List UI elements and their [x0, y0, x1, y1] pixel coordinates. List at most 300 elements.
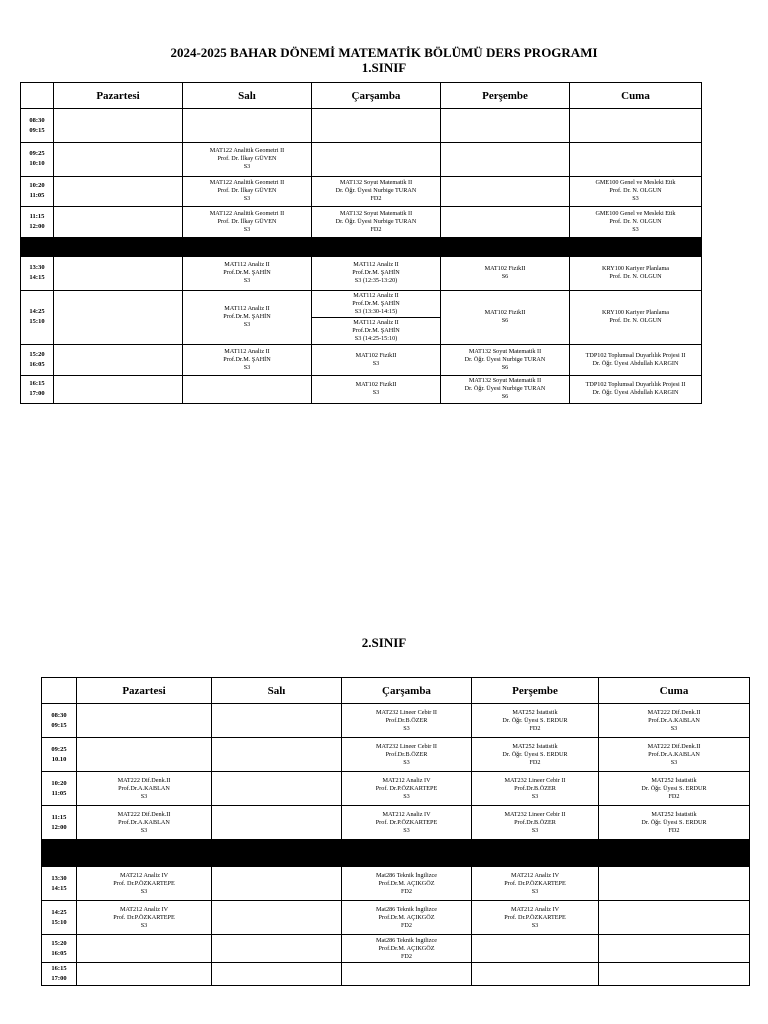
course-line: MAT122 Analitik Geometri II	[209, 179, 285, 187]
course-entry	[472, 709, 598, 733]
course-cell	[312, 290, 441, 345]
course-entry	[183, 147, 311, 171]
empty-cell	[570, 109, 702, 142]
break-cell	[472, 840, 599, 867]
day-header: Cuma	[570, 83, 702, 109]
course-line: Dr. Öğr. Üyesi Nurbige TURAN	[464, 385, 546, 393]
course-line: Prof. Dr. İlkay GÜVEN	[217, 187, 277, 195]
time-cell	[42, 738, 77, 772]
course-cell	[342, 901, 472, 935]
course-entry	[472, 906, 598, 930]
course-cell	[77, 772, 212, 806]
course-line: FD2	[370, 225, 382, 233]
empty-cell	[472, 935, 599, 963]
time-cell	[21, 109, 54, 142]
course-line: MAT112 Analiz II	[224, 305, 270, 313]
time-slot-row	[21, 206, 702, 237]
empty-cell	[54, 375, 183, 403]
course-cell	[77, 806, 212, 840]
course-cell	[342, 772, 472, 806]
course-line: S3	[403, 792, 410, 800]
time-slot-row	[42, 704, 750, 738]
course-entry	[77, 872, 211, 896]
time-label: 10:10	[29, 160, 45, 168]
time-label: 08:30	[29, 116, 45, 124]
course-cell	[441, 375, 570, 403]
course-line: S3 (13:30-14:15)	[354, 307, 398, 315]
course-line: FD2	[400, 952, 412, 960]
course-line: Prof. Dr.P.ÖZKARTEPE	[113, 913, 175, 921]
time-label: 15:20	[29, 350, 45, 358]
course-cell	[342, 806, 472, 840]
course-line: MAT252 İstatistik	[651, 776, 697, 784]
course-cell	[77, 867, 212, 901]
course-line: S3	[531, 826, 539, 834]
time-cell	[42, 963, 77, 986]
course-cell	[312, 345, 441, 375]
course-line: Prof. Dr. İlkay GÜVEN	[217, 217, 277, 225]
empty-cell	[312, 109, 441, 142]
course-line: Prof. Dr.P.ÖZKARTEPE	[504, 913, 566, 921]
course-entry	[183, 305, 311, 329]
course-line: MAT222 Dif.Denk.II	[647, 742, 701, 750]
page-title: 2024-2025 BAHAR DÖNEMİ MATEMATİK BÖLÜMÜ DERS PROGRAMI	[170, 45, 598, 60]
time-label: 15:20	[51, 939, 67, 947]
course-line: MAT122 Analitik Geometri II	[209, 209, 285, 217]
course-line: MAT212 Analiz IV	[510, 905, 560, 913]
course-line: MAT102 FizikII	[355, 381, 397, 389]
course-line: Prof.Dr.M. AÇIKGÖZ	[378, 944, 435, 952]
time-slot-row	[42, 738, 750, 772]
course-line: Prof.Dr.B.ÖZER	[514, 784, 556, 792]
course-cell	[342, 867, 472, 901]
course-line: Prof.Dr.B.ÖZER	[514, 818, 556, 826]
course-line: MAT112 Analiz II	[224, 261, 270, 269]
time-label: 10.10	[51, 755, 67, 763]
day-header: Salı	[212, 678, 342, 704]
time-cell	[21, 375, 54, 403]
course-line: S3	[243, 195, 251, 203]
course-line: FD2	[668, 826, 680, 834]
empty-cell	[54, 257, 183, 290]
time-label: 14:25	[29, 308, 45, 316]
break-cell	[312, 237, 441, 256]
empty-cell	[77, 704, 212, 738]
time-label: 16:15	[51, 965, 67, 972]
course-line: Mat286 Teknik İngilizce	[376, 905, 437, 913]
course-line: TDP102 Toplumsal Duyarlılık Projesi II	[585, 351, 686, 359]
course-line: S3	[670, 724, 678, 732]
course-line: S3	[403, 724, 410, 732]
course-line: Prof.Dr.B.ÖZER	[385, 716, 428, 724]
course-line: Dr. Öğr. Üyesi S. ERDUR	[641, 784, 707, 792]
course-line: S3	[243, 163, 251, 171]
course-entry	[599, 743, 749, 767]
course-line: Prof.Dr.M. ŞAHİN	[352, 269, 400, 277]
course-line: FD2	[668, 792, 680, 800]
break-cell	[42, 840, 77, 867]
course-line: S3	[140, 887, 148, 895]
empty-cell	[441, 206, 570, 237]
course-line: S3	[243, 277, 251, 285]
time-label: 17:00	[29, 390, 45, 398]
course-entry	[599, 709, 749, 733]
course-line: S6	[501, 273, 509, 281]
time-cell	[42, 867, 77, 901]
course-entry	[570, 265, 701, 281]
header-row	[42, 678, 750, 704]
course-line: S3	[403, 758, 410, 766]
course-line: Dr. Öğr. Üyesi S. ERDUR	[502, 716, 568, 724]
course-entry	[312, 210, 440, 234]
empty-cell	[212, 963, 342, 986]
day-header: Cuma	[599, 678, 750, 704]
course-cell	[441, 290, 570, 345]
break-cell	[599, 840, 750, 867]
course-line: S3	[243, 225, 251, 233]
time-slot-row	[21, 290, 702, 345]
course-line: MAT132 Soyut Matematik II	[339, 179, 413, 187]
course-entry	[312, 381, 440, 397]
time-slot-row	[42, 806, 750, 840]
course-line: Prof. Dr. N. OLGUN	[609, 187, 662, 195]
time-label: 14:15	[29, 274, 45, 282]
course-entry	[312, 352, 440, 368]
course-line: Mat286 Teknik İngilizce	[376, 936, 437, 944]
course-line: MAT232 Lineer Cebir II	[376, 742, 437, 750]
empty-cell	[212, 901, 342, 935]
empty-cell	[312, 142, 441, 176]
course-entry	[77, 906, 211, 930]
empty-cell	[183, 109, 312, 142]
class2-schedule-table	[41, 677, 750, 986]
course-line: Prof.Dr.M. ŞAHİN	[223, 355, 271, 363]
course-cell	[183, 206, 312, 237]
time-label: 09:25	[51, 745, 67, 753]
course-line: S3	[140, 792, 148, 800]
class2-title: 2.SINIF	[361, 635, 407, 650]
course-line: Prof. Dr.P.ÖZKARTEPE	[375, 818, 438, 826]
class1-schedule-table	[20, 82, 702, 404]
course-cell	[183, 177, 312, 206]
time-cell	[21, 257, 54, 290]
empty-cell	[599, 901, 750, 935]
course-line: MAT132 Soyut Matematik II	[468, 347, 542, 355]
course-line: Dr. Öğr. Üyesi Nurbige TURAN	[335, 187, 417, 195]
course-line: MAT222 Dif.Denk.II	[117, 810, 171, 818]
time-slot-row	[21, 109, 702, 142]
course-line: Prof. Dr.P.ÖZKARTEPE	[504, 879, 566, 887]
empty-cell	[212, 772, 342, 806]
course-entry	[342, 811, 471, 835]
time-slot-row	[21, 345, 702, 375]
empty-cell	[599, 935, 750, 963]
course-line: Prof. Dr.P.ÖZKARTEPE	[113, 879, 175, 887]
course-entry	[312, 261, 440, 285]
corner-cell	[42, 678, 77, 704]
course-line: MAT102 FizikII	[355, 351, 397, 359]
course-line: S3	[372, 389, 380, 397]
course-cell	[342, 738, 472, 772]
course-line: Prof.Dr.M. ŞAHİN	[223, 313, 271, 321]
course-line: MAT212 Analiz IV	[382, 810, 431, 818]
course-line: MAT122 Analitik Geometri II	[209, 147, 285, 155]
course-entry	[342, 743, 471, 767]
course-line: FD2	[529, 758, 541, 766]
break-cell	[212, 840, 342, 867]
course-entry	[183, 210, 311, 234]
empty-cell	[472, 963, 599, 986]
empty-cell	[212, 704, 342, 738]
course-line: FD2	[400, 921, 412, 929]
course-cell	[183, 290, 312, 345]
course-entry	[183, 179, 311, 203]
course-line: FD2	[529, 724, 541, 732]
day-header: Salı	[183, 83, 312, 109]
course-line: MAT252 İstatistik	[651, 810, 697, 818]
break-cell	[342, 840, 472, 867]
time-cell	[42, 772, 77, 806]
course-cell	[472, 901, 599, 935]
course-entry	[342, 937, 471, 961]
empty-cell	[342, 963, 472, 986]
course-entry	[570, 352, 701, 368]
course-line: Dr. Öğr. Üyesi Nurbige TURAN	[464, 355, 546, 363]
time-label: 16:15	[29, 380, 45, 388]
day-header: Perşembe	[472, 678, 599, 704]
course-line: KRY100 Kariyer Planlama	[601, 265, 670, 273]
time-label: 09:15	[29, 126, 45, 134]
course-cell	[472, 772, 599, 806]
course-cell	[570, 177, 702, 206]
day-header: Çarşamba	[312, 83, 441, 109]
course-line: S3 (12:35-13:20)	[354, 277, 398, 285]
course-line: FD2	[370, 195, 382, 203]
course-entry	[570, 210, 701, 234]
course-line: Prof.Dr.M. AÇIKGÖZ	[378, 913, 435, 921]
course-line: Dr. Öğr. Üyesi Abdullah KARGIN	[592, 359, 679, 367]
empty-cell	[441, 142, 570, 176]
course-cell	[570, 345, 702, 375]
time-cell	[42, 704, 77, 738]
course-line: S3	[372, 359, 380, 367]
course-line: MAT102 FizikII	[484, 265, 526, 273]
course-line: S3	[243, 363, 251, 371]
empty-cell	[183, 375, 312, 403]
course-line: KRY100 Kariyer Planlama	[601, 309, 670, 317]
empty-cell	[77, 935, 212, 963]
time-label: 15:10	[51, 918, 67, 926]
course-entry	[441, 377, 569, 401]
course-line: Prof.Dr.M. AÇIKGÖZ	[378, 879, 435, 887]
course-line: Dr. Öğr. Üyesi S. ERDUR	[502, 750, 568, 758]
course-entry	[472, 872, 598, 896]
time-label: 11:05	[29, 192, 45, 200]
course-cell	[599, 704, 750, 738]
course-cell	[77, 901, 212, 935]
time-slot-row	[21, 142, 702, 176]
empty-cell	[54, 345, 183, 375]
course-line: GME100 Genel ve Mesleki Etik	[595, 179, 676, 187]
time-label: 13:30	[29, 264, 45, 272]
course-cell	[599, 772, 750, 806]
day-header: Çarşamba	[342, 678, 472, 704]
time-slot-row	[42, 963, 750, 986]
lunch-break-row	[42, 840, 750, 867]
course-entry	[342, 777, 471, 801]
course-line: S3 (14:25-15:10)	[354, 334, 398, 342]
time-label: 12:00	[29, 222, 45, 230]
course-entry	[77, 777, 211, 801]
time-label: 13:30	[51, 874, 67, 882]
course-cell	[441, 257, 570, 290]
course-cell	[183, 257, 312, 290]
time-label: 17:00	[51, 975, 67, 982]
time-slot-row	[21, 257, 702, 290]
course-entry	[570, 309, 701, 325]
course-line: MAT212 Analiz IV	[119, 905, 169, 913]
time-label: 16:05	[51, 949, 67, 957]
course-cell	[342, 704, 472, 738]
course-cell	[312, 375, 441, 403]
empty-cell	[54, 142, 183, 176]
course-line: TDP102 Toplumsal Duyarlılık Projesi II	[585, 381, 686, 389]
time-label: 11:05	[51, 789, 67, 797]
break-cell	[21, 237, 54, 256]
empty-cell	[599, 867, 750, 901]
course-line: MAT222 Dif.Denk.II	[117, 776, 171, 784]
empty-cell	[441, 109, 570, 142]
time-cell	[21, 206, 54, 237]
time-cell	[21, 345, 54, 375]
course-line: S3	[670, 758, 678, 766]
course-line: MAT112 Analiz II	[224, 347, 270, 355]
break-cell	[54, 237, 183, 256]
course-cell	[472, 738, 599, 772]
course-line: Prof.Dr.M. ŞAHİN	[352, 326, 400, 334]
course-cell	[312, 206, 441, 237]
course-line: S3	[632, 225, 639, 233]
course-line: S3	[140, 826, 148, 834]
break-cell	[570, 237, 702, 256]
time-cell	[42, 901, 77, 935]
course-entry	[441, 265, 569, 281]
course-line: Dr. Öğr. Üyesi S. ERDUR	[641, 818, 707, 826]
course-entry	[342, 872, 471, 896]
course-cell	[570, 290, 702, 345]
course-cell	[183, 142, 312, 176]
course-line: Prof.Dr.A.KABLAN	[648, 716, 700, 724]
header-row	[21, 83, 702, 109]
time-label: 11:15	[51, 813, 67, 821]
course-line: S6	[501, 393, 509, 401]
course-line: S6	[501, 363, 509, 371]
course-entry	[599, 777, 749, 801]
course-line: MAT232 Lineer Cebir II	[504, 776, 566, 784]
course-line: MAT132 Soyut Matematik II	[339, 209, 413, 217]
course-line: Dr. Öğr. Üyesi Abdullah KARGIN	[592, 389, 679, 397]
course-line: MAT212 Analiz IV	[510, 871, 560, 879]
course-line: MAT232 Lineer Cebir II	[504, 810, 566, 818]
time-label: 10:20	[29, 182, 45, 190]
course-entry	[472, 811, 598, 835]
course-line: MAT252 İstatistik	[512, 708, 558, 716]
time-slot-row	[42, 901, 750, 935]
time-label: 16:05	[29, 360, 45, 368]
course-entry	[570, 179, 701, 203]
course-entry	[599, 811, 749, 835]
empty-cell	[441, 177, 570, 206]
course-entry	[472, 777, 598, 801]
course-entry	[441, 309, 569, 325]
course-entry	[441, 348, 569, 372]
time-label: 09:25	[29, 150, 45, 158]
course-line: Prof.Dr.M. ŞAHİN	[223, 269, 271, 277]
time-slot-row	[42, 772, 750, 806]
course-line: Prof.Dr.A.KABLAN	[118, 784, 170, 792]
course-line: MAT252 İstatistik	[512, 742, 558, 750]
empty-cell	[77, 963, 212, 986]
course-line: S3	[531, 792, 539, 800]
empty-cell	[212, 806, 342, 840]
time-cell	[21, 142, 54, 176]
course-cell	[570, 375, 702, 403]
course-line: S3	[403, 826, 410, 834]
course-line: Prof.Dr.B.ÖZER	[385, 750, 428, 758]
empty-cell	[54, 290, 183, 345]
course-cell	[472, 704, 599, 738]
course-cell	[599, 738, 750, 772]
course-line: S6	[501, 317, 509, 325]
time-label: 12:00	[51, 823, 67, 831]
course-cell	[342, 935, 472, 963]
course-cell	[183, 345, 312, 375]
course-cell	[441, 345, 570, 375]
time-label: 10:20	[51, 779, 67, 787]
day-header: Pazartesi	[54, 83, 183, 109]
course-line: MAT232 Lineer Cebir II	[376, 708, 437, 716]
day-header: Perşembe	[441, 83, 570, 109]
time-label: 09:15	[51, 721, 67, 729]
corner-cell	[21, 83, 54, 109]
course-line: MAT102 FizikII	[484, 309, 526, 317]
course-line: Prof. Dr. N. OLGUN	[609, 273, 662, 281]
time-slot-row	[21, 177, 702, 206]
course-line: MAT222 Dif.Denk.II	[647, 708, 701, 716]
empty-cell	[599, 963, 750, 986]
course-entry	[77, 811, 211, 835]
day-header: Pazartesi	[77, 678, 212, 704]
course-line: Prof. Dr. N. OLGUN	[609, 217, 662, 225]
course-line: MAT212 Analiz IV	[119, 871, 169, 879]
break-cell	[183, 237, 312, 256]
empty-cell	[54, 177, 183, 206]
course-line: MAT112 Analiz II	[353, 318, 399, 326]
course-line: S3	[632, 195, 639, 203]
empty-cell	[54, 206, 183, 237]
empty-cell	[212, 867, 342, 901]
empty-cell	[212, 935, 342, 963]
course-entry	[312, 317, 440, 344]
course-line: S3	[531, 887, 539, 895]
course-line: Mat286 Teknik İngilizce	[376, 871, 437, 879]
time-cell	[42, 806, 77, 840]
course-line: MAT112 Analiz II	[353, 261, 399, 269]
class1-title: 1.SINIF	[361, 60, 407, 75]
course-entry	[183, 348, 311, 372]
lunch-break-row	[21, 237, 702, 256]
time-label: 08:30	[51, 711, 67, 719]
